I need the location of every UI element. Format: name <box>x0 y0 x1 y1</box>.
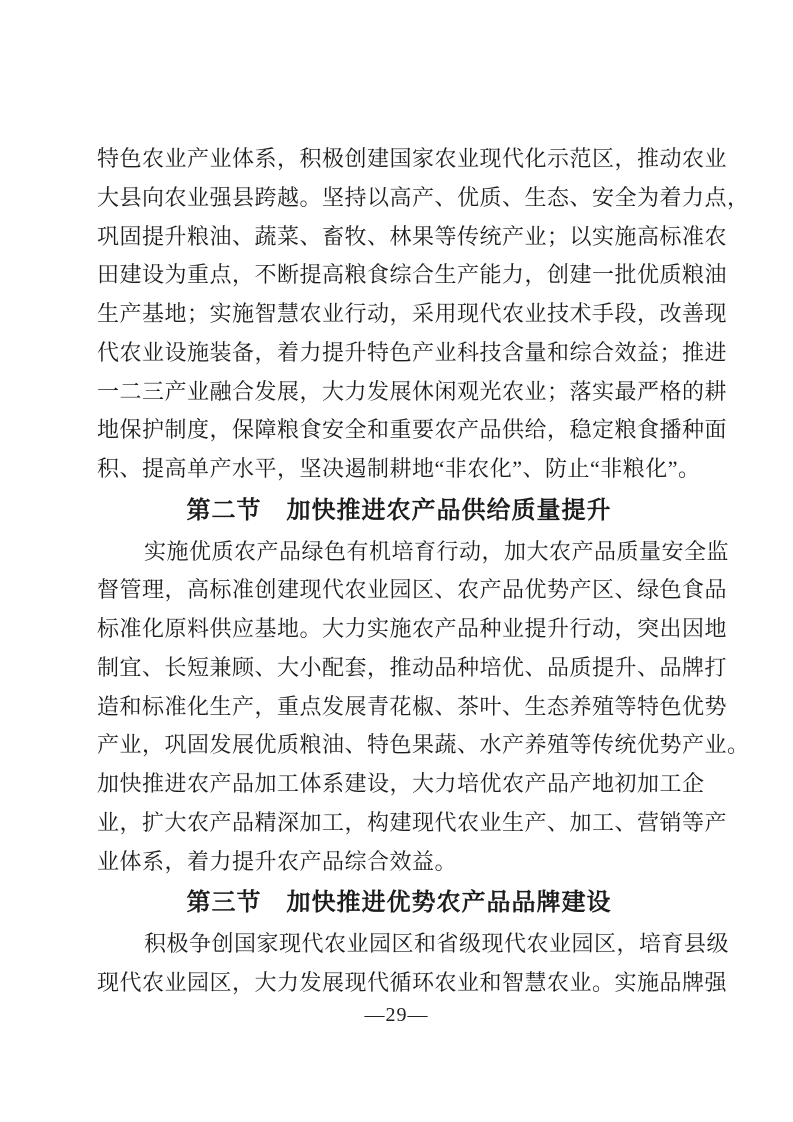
text-line: 大县向农业强县跨越。坚持以高产、优质、生态、安全为着力点， <box>97 184 750 210</box>
text-line: 田建设为重点，不断提高粮食综合生产能力，创建一批优质粮油 <box>97 262 728 288</box>
text-line: 业体系，着力提升农产品综合效益。 <box>97 848 458 874</box>
section-heading-2: 第二节 加快推进农产品供给质量提升 <box>186 497 612 524</box>
text-line: 地保护制度，保障粮食安全和重要农产品供给，稳定粮食播种面 <box>97 417 728 443</box>
text-line: 特色农业产业体系，积极创建国家农业现代化示范区，推动农业 <box>97 146 728 171</box>
text-line: 现代农业园区，大力发展现代循环农业和智慧农业。实施品牌强 <box>97 969 728 995</box>
paragraph-section-2 <box>97 533 750 882</box>
text-line: 制宜、长短兼顾、大小配套，推动品种培优、品质提升、品牌打 <box>97 654 728 680</box>
paragraph-section-3 <box>97 925 730 1003</box>
text-line: 一二三产业融合发展，大力发展休闲观光农业；落实最严格的耕 <box>97 378 728 404</box>
page-content <box>97 140 750 1003</box>
text-line: 标准化原料供应基地。大力实施农产品种业提升行动，突出因地 <box>97 616 728 641</box>
section-heading-3: 第三节 加快推进优势农产品品牌建设 <box>186 890 612 917</box>
text-line: 督管理，高标准创建现代农业园区、农产品优势产区、绿色食品 <box>97 577 728 603</box>
text-line: 业，扩大农产品精深加工，构建现代农业生产、加工、营销等产 <box>97 809 728 835</box>
text-line: 产业，巩固发展优质粮油、特色果蔬、水产养殖等传统优势产业。 <box>97 732 750 758</box>
text-line: 积极争创国家现代农业园区和省级现代农业园区，培育县级 <box>144 931 730 956</box>
text-line: 造和标准化生产，重点发展青花椒、茶叶、生态养殖等特色优势 <box>97 693 728 719</box>
text-line: 代农业设施装备，着力提升特色产业科技含量和综合效益；推进 <box>97 339 728 365</box>
paragraph-continuation <box>97 140 750 489</box>
text-line: 加快推进农产品加工体系建设，大力培优农产品产地初加工企 <box>97 771 705 796</box>
text-line: 积、提高单产水平，坚决遏制耕地“非农化”、防止“非粮化”。 <box>97 456 701 481</box>
text-line: 实施优质农产品绿色有机培育行动，加大农产品质量安全监 <box>144 538 730 564</box>
page-number: —29— <box>364 1004 429 1026</box>
text-line: 生产基地；实施智慧农业行动，采用现代农业技术手段，改善现 <box>97 301 728 326</box>
text-line: 巩固提升粮油、蔬菜、畜牧、林果等传统产业；以实施高标准农 <box>97 223 728 249</box>
